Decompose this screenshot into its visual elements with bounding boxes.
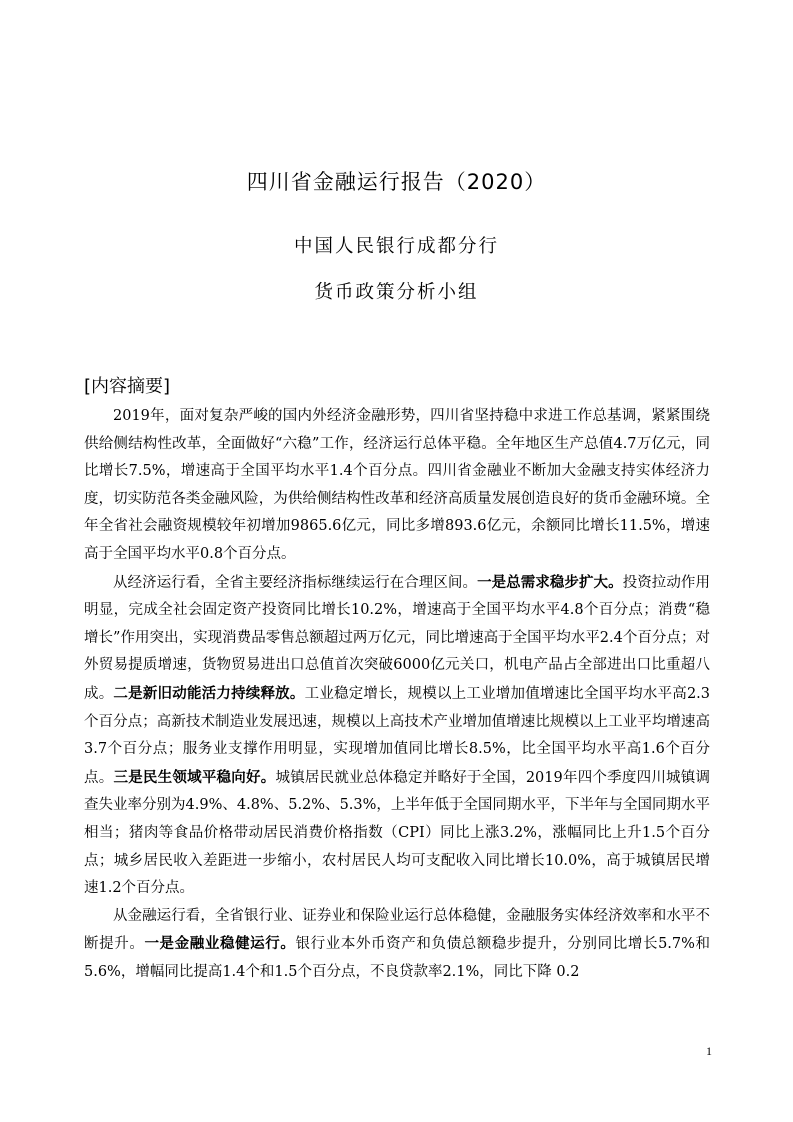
abstract-body <box>84 403 710 986</box>
paragraph-text: 银行业本外币资产和负债总额稳步提升，分别同比增长5.7%和5.6%，增幅同比提高1.4个和1.5个百分点，不良贷款率2.1%，同比下降 0.2 <box>84 936 711 980</box>
paragraph-text: 2019年，面对复杂严峻的国内外经济金融形势，四川省坚持稳中求进工作总基调，紧紧围绕供给侧结构性改革，全面做好“六稳”工作，经济运行总体平稳。全年地区生产总值4.7万亿元，同比增长7.5%，增速高于全国平均水平1.4个百分点。四川省金融业不断加大金融支持实体经济力度，切实防范各类金融风险，为供给侧结构性改革和经济高质量发展创造良好的货币金融环境。全年全省社会融资规模较年初增加9865.6亿元，同比多增893.6亿元，余额同比增长11.5%，增速高于全国平均水平0.8个百分点。 <box>84 408 710 562</box>
group-line: 货币政策分析小组 <box>314 282 479 303</box>
paragraph-3 <box>84 903 710 987</box>
author-line: 中国人民银行成都分行 <box>293 236 499 257</box>
paragraph-text: 工业稳定增长，规模以上工业增加值增速比全国平均水平高2.3个百分点；高新技术制造业发展迅速，规模以上高技术产业增加值增速比规模以上工业平均增速高3.7个百分点；服务业支撑作用明显，实现增加值同比增长8.5%，比全国平均水平高1.6个百分点。 <box>84 685 711 786</box>
paragraph-text: 从金融运行看，全省银行业、证券业和保险业运行总体稳健，金融服务实体经济效率和水平不断提升。 <box>84 907 710 953</box>
emphasis-text: 一是总需求稳步扩大。 <box>477 573 623 591</box>
page-number: 1 <box>706 1044 712 1058</box>
abstract-heading: [内容摘要] <box>84 376 171 397</box>
paragraph-text: 城镇居民就业总体稳定并略好于全国，2019年四个季度四川城镇调查失业率分别为4.9%、4.8%、5.2%、5.3%，上半年低于全国同期水平，下半年与全国同期水平相当；猪肉等食品价格带动居民消费价格指数（CPI）同比上涨3.2%，涨幅同比上升1.5个百分点；城乡居民收入差距进一步缩小，农村居民人均可支配收入同比增长10.0%，高于城镇居民增速1.2个百分点。 <box>84 769 711 897</box>
report-title: 四川省金融运行报告（2020） <box>246 170 547 194</box>
emphasis-text: 一是金融业稳健运行。 <box>144 935 296 953</box>
paragraph-text: 投资拉动作用明显，完成全社会固定资产投资同比增长10.2%，增速高于全国平均水平4.8个百分点；消费“稳增长”作用突出，实现消费品零售总额超过两万亿元，同比增速高于全国平均水平2.4个百分点；对外贸易提质增速，货物贸易进出口总值首次突破6000亿元关口，机电产品占全部进出口比重超八成。 <box>84 574 710 702</box>
paragraph-2 <box>84 569 710 903</box>
paragraph-1 <box>84 403 710 569</box>
paragraph-text: 从经济运行看，全省主要经济指标继续运行在合理区间。 <box>113 574 478 591</box>
emphasis-text: 二是新旧动能活力持续释放。 <box>113 684 305 702</box>
emphasis-text: 三是民生领域平稳向好。 <box>113 768 276 786</box>
